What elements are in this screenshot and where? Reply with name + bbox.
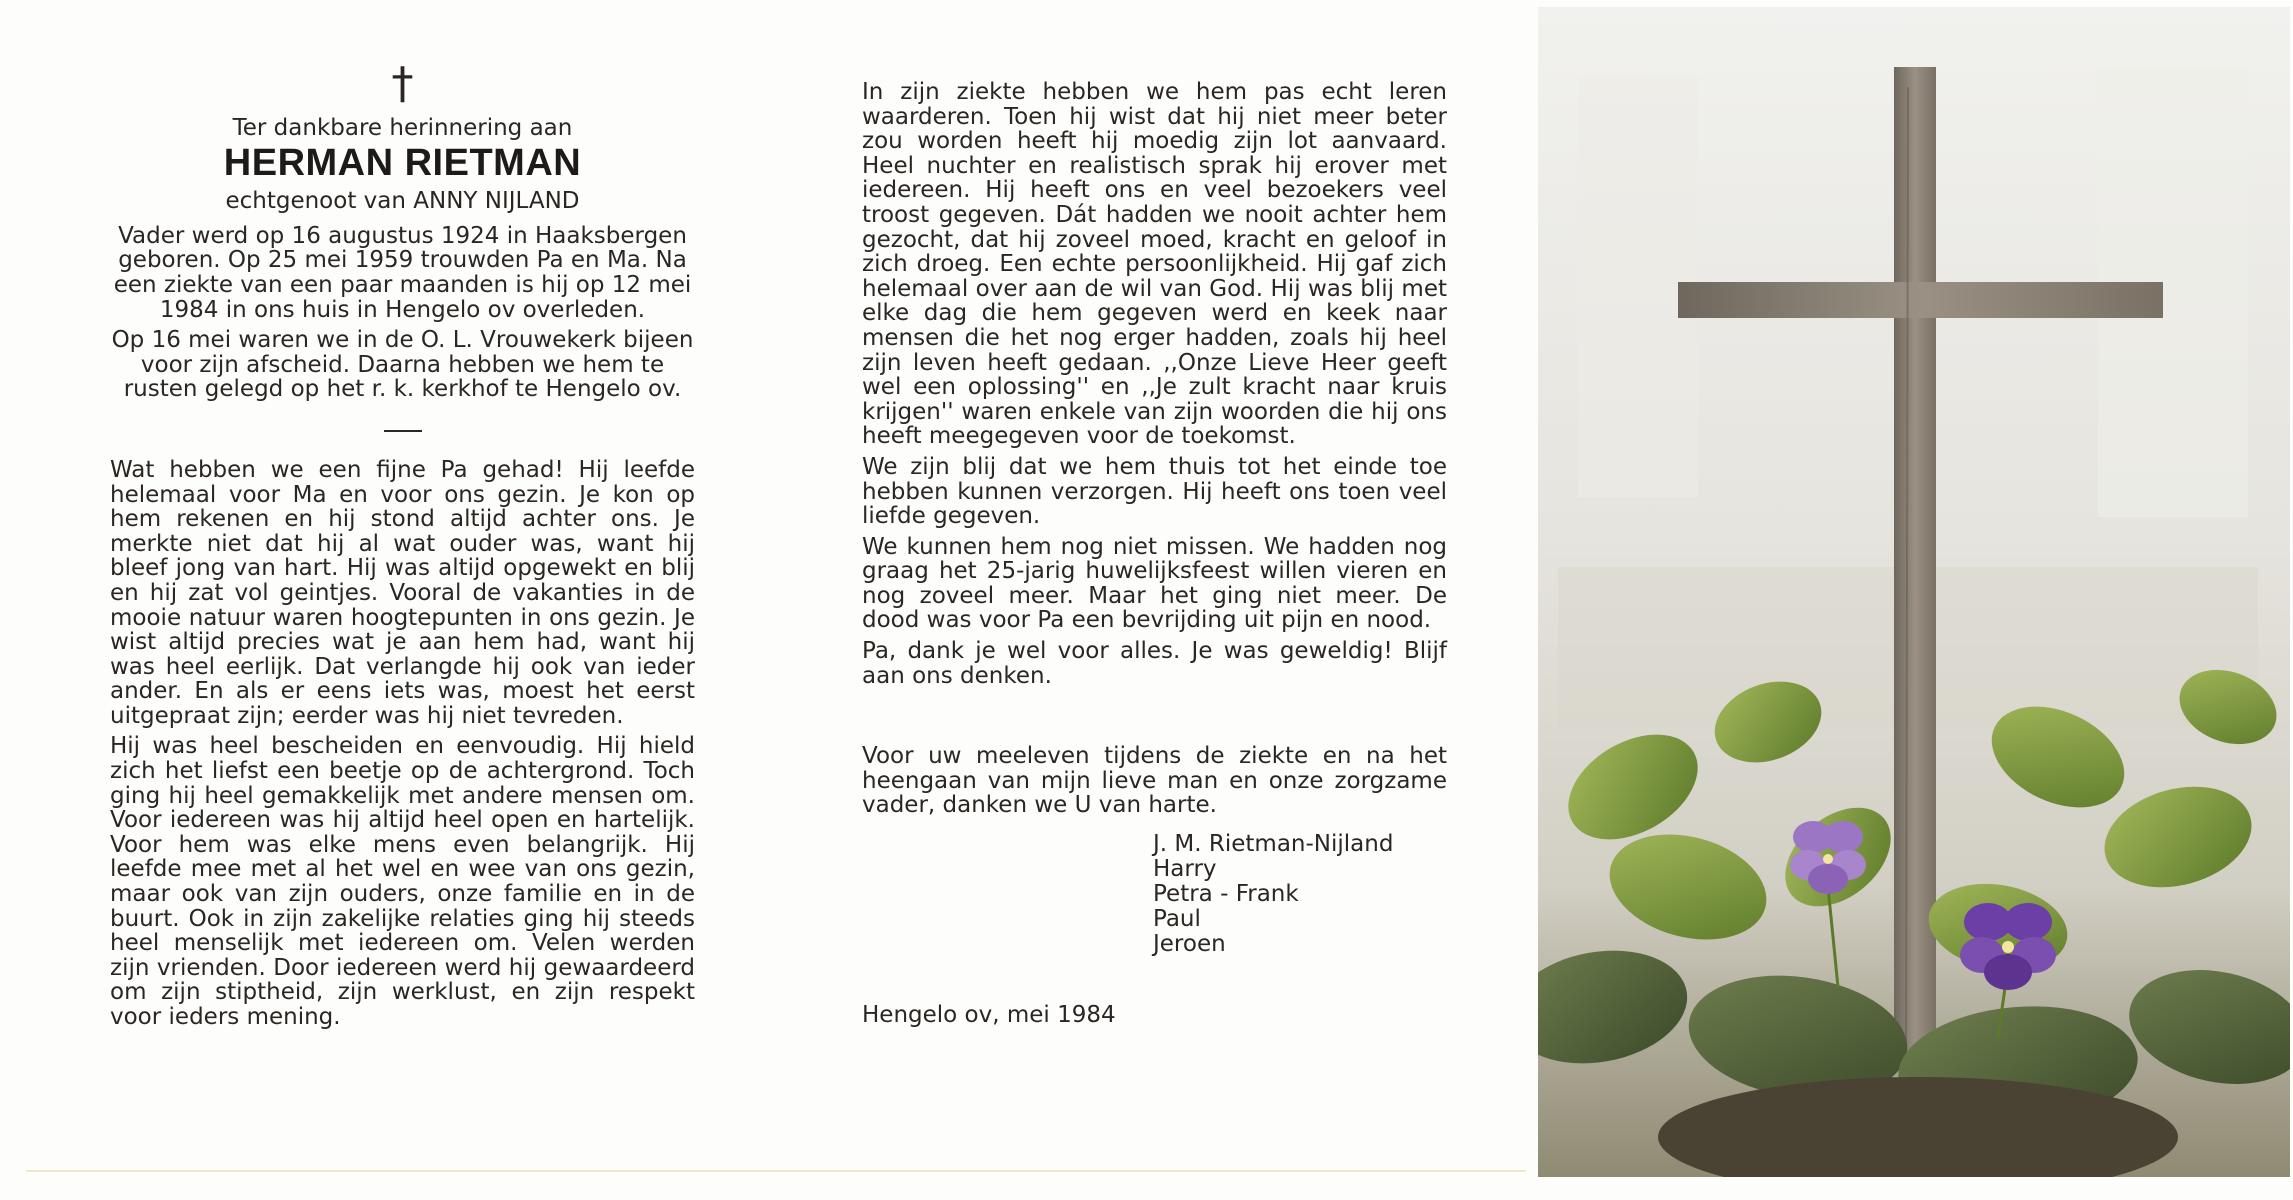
spouse-line: echtgenoot van ANNY NIJLAND: [225, 188, 580, 215]
place-date: Hengelo ov, mei 1984: [862, 1002, 1116, 1029]
photo-illustration: [1538, 7, 2290, 1177]
thanks-paragraph: Voor uw meeleven tijdens de ziekte en na het heengaan van mijn lieve man en onze zorgzame vader, danken we U van harte.: [862, 743, 1447, 819]
memorial-intro: Ter dankbare herinnering aan: [232, 115, 573, 141]
tribute-paragraph-1: Wat hebben we een fijne Pa gehad! Hij leefde helemaal voor Ma en voor ons gezin. Je kon op hem rekenen en hij stond altijd achter ons. Je merkte niet dat hij al wat ouder was, want hij bleef jong van hart. Hij was altijd opgewekt en blij en hij zat vol geintjes. Vooral de vakanties in de mooie natuur waren hoogtepunten in ons gezin. Je wist altijd precies wat je aan hem had, want hij was heel eerlijk. Dat verlangde hij ook van ieder ander. En als er eens iets was, moest het eerst uitgepraat zijn; eerder was hij niet tevreden.: [110, 456, 695, 729]
family-signatures: [1153, 832, 1447, 957]
signature-line: Paul: [1153, 906, 1201, 933]
bio-paragraph-birth: Vader werd op 16 augustus 1924 in Haaksbergen geboren. Op 25 mei 1959 trouwden Pa en Ma. Na een ziekte van een paar maanden is hij op 12 mei 1984 in ons huis in Hengelo ov overleden.: [113, 222, 692, 323]
deceased-name: HERMAN RIETMAN: [223, 141, 582, 184]
section-divider: [384, 430, 422, 432]
signature-line: Harry: [1153, 856, 1217, 883]
tribute-paragraph-2: Hij was heel bescheiden en eenvoudig. Hij hield zich het liefst een beetje op de achtergrond. Toch ging hij heel gemakkelijk met andere mensen om. Voor iedereen was hij altijd heel open en hartelijk. Voor hem was elke mens even belangrijk. Hij leefde mee met al het wel en wee van ons gezin, maar ook van zijn ouders, onze familie en in de buurt. Ook in zijn zakelijke relaties ging hij steeds heel menselijk met iedereen om. Velen werden zijn vrienden. Door iedereen werd hij gewaardeerd om zijn stiptheid, zijn werklust, en zijn respekt voor ieders mening.: [110, 733, 695, 1030]
missing-paragraph: We kunnen hem nog niet missen. We hadden nog graag het 25-jarig huwelijksfeest willen vieren en nog zoveel meer. Maar het ging niet meer. De dood was voor Pa een bevrijding uit pijn en nood.: [862, 533, 1447, 634]
cross-symbol: †: [391, 58, 414, 109]
signature-line: J. M. Rietman-Nijland: [1153, 831, 1394, 858]
signature-line: Jeroen: [1153, 931, 1226, 958]
illness-paragraph: In zijn ziekte hebben we hem pas echt leren waarderen. Toen hij wist dat hij niet meer beter zou worden heeft hij moedig zijn lot aanvaard. Heel nuchter en realistisch sprak hij erover met iedereen. Hij heeft ons en veel bezoekers veel troost gegeven. Dát hadden we nooit achter hem gezocht, dat hij zoveel moed, kracht en geloof in zich droeg. Een echte persoonlijkheid. Hij gaf zich helemaal over aan de wil van God. Hij was blij met elke dag die hem gegeven werd en keek naar mensen die het nog erger hadden, zoals hij heel zijn leven heeft gedaan. ,,Onze Lieve Heer geeft wel een oplossing'' en ,,Je zult kracht naar kruis krijgen'' waren enkele van zijn woorden die hij ons heeft meegegeven voor de toekomst.: [862, 79, 1447, 450]
middle-panel: [862, 80, 1447, 1034]
signature-line: Petra - Frank: [1153, 881, 1299, 908]
bio-paragraph-funeral: Op 16 mei waren we in de O. L. Vrouwekerk bijeen voor zijn afscheid. Daarna hebben we hem te rusten gelegd op het r. k. kerkhof te Hengelo ov.: [111, 327, 694, 403]
cross-violets-photo: [1538, 7, 2290, 1177]
left-panel: [110, 58, 695, 1036]
farewell-paragraph: Pa, dank je wel voor alles. Je was geweldig! Blijf aan ons denken.: [862, 638, 1447, 689]
care-paragraph: We zijn blij dat we hem thuis tot het einde toe hebben kunnen verzorgen. Hij heeft ons toen veel liefde gegeven.: [862, 453, 1447, 530]
card-fold-line: [26, 1170, 1526, 1172]
